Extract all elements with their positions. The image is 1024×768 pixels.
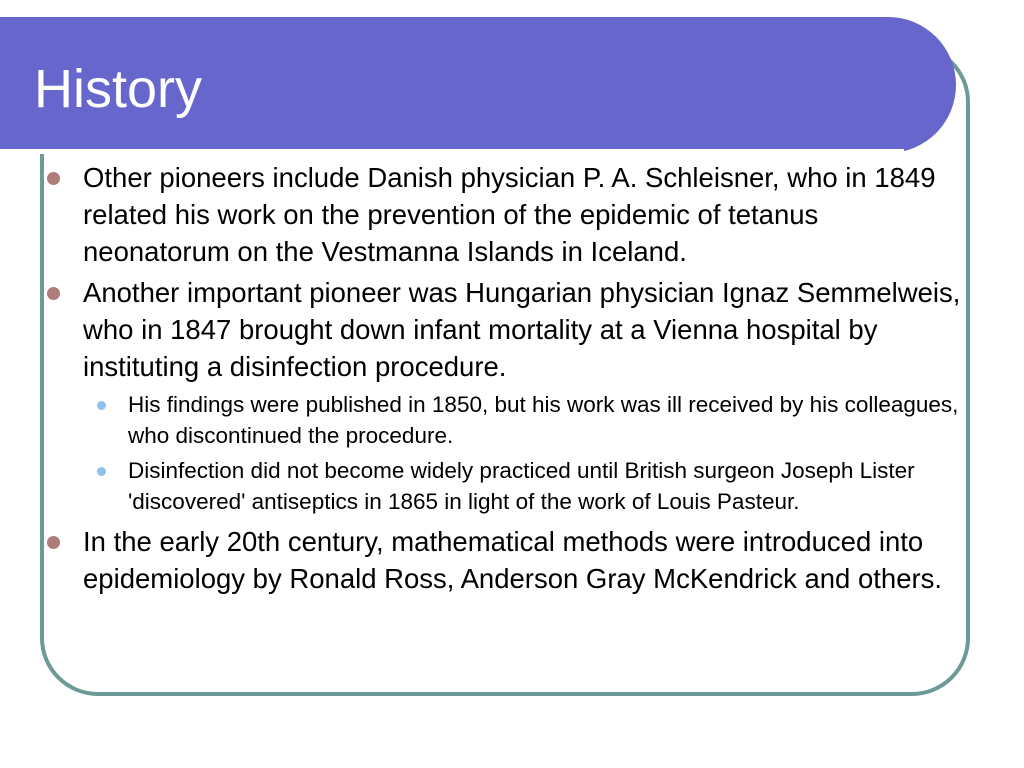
- slide-content: [0, 159, 1024, 601]
- bullet-dot-icon: [47, 172, 60, 185]
- bullet-dot-icon: [47, 536, 60, 549]
- subbullet-lister: [0, 455, 970, 517]
- bullet-dot-icon: [47, 287, 60, 300]
- bullet-text: Another important pioneer was Hungarian physician Ignaz Semmelweis, who in 1847 brought down infant mortality at a Vienna hospital by instituting a disinfection procedure.: [83, 277, 961, 382]
- slide-title: History: [34, 59, 203, 119]
- bullet-semmelweis: [0, 274, 968, 385]
- subbullet-text: His findings were published in 1850, but his work was ill received by his colleagues, who discontinued the procedure.: [128, 392, 959, 448]
- bullet-text: Other pioneers include Danish physician P. A. Schleisner, who in 1849 related his work on the prevention of the epidemic of tetanus neonatorum on the Vestmanna Islands in Iceland.: [83, 162, 936, 267]
- subbullet-dot-icon: [97, 401, 106, 410]
- bullet-text: In the early 20th century, mathematical methods were introduced into epidemiology by Ronald Ross, Anderson Gray McKendrick and others.: [83, 526, 943, 594]
- subbullet-findings: [0, 389, 970, 451]
- subbullet-dot-icon: [97, 467, 106, 476]
- subbullet-text: Disinfection did not become widely practiced until British surgeon Joseph Lister 'discovered' antiseptics in 1865 in light of the work of Louis Pasteur.: [128, 458, 915, 514]
- title-bar: [0, 17, 956, 153]
- title-underline: [0, 149, 904, 154]
- bullet-mathematical-methods: [0, 523, 968, 597]
- bullet-schleisner: [0, 159, 968, 270]
